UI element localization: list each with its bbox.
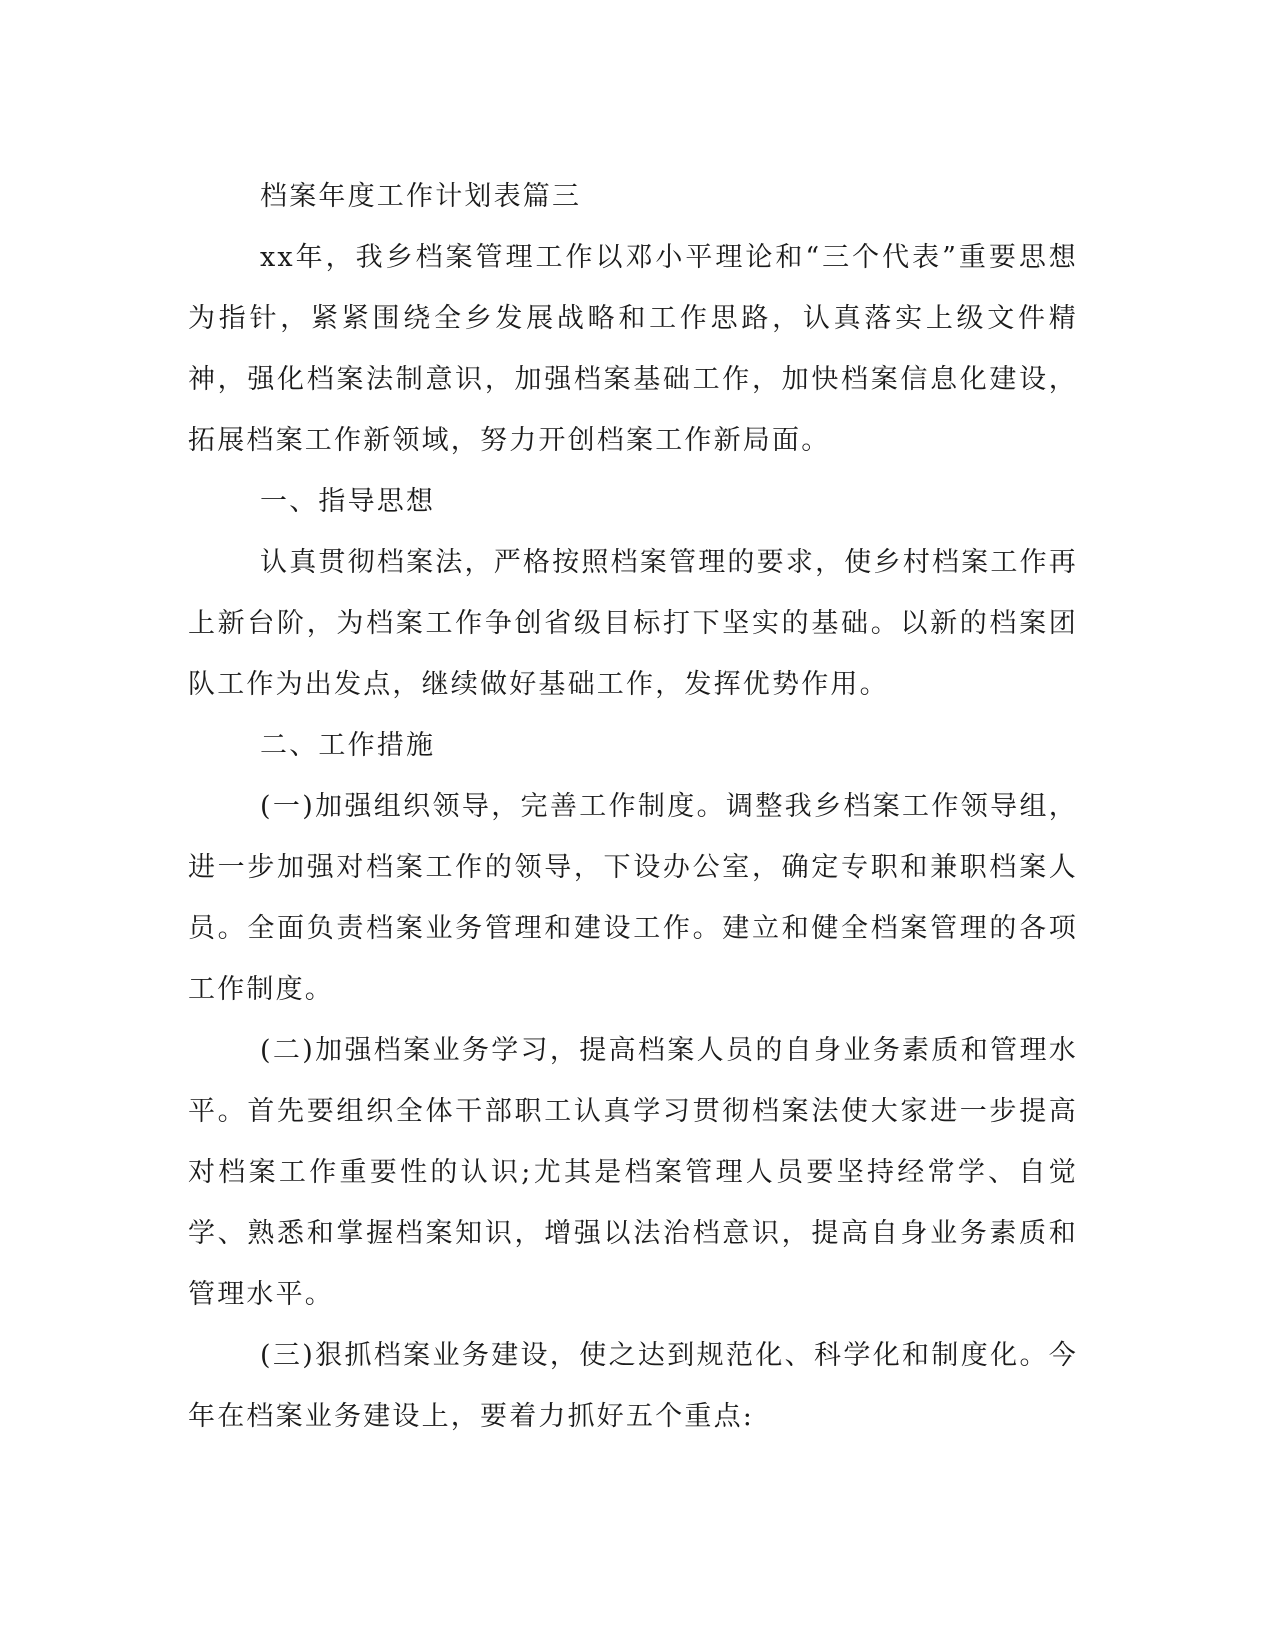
guiding-ideology-paragraph: 认真贯彻档案法，严格按照档案管理的要求，使乡村档案工作再上新台阶，为档案工作争创省级目标打下坚实的基础。以新的档案团队工作为出发点，继续做好基础工作，发挥优势作用。 bbox=[188, 547, 1078, 700]
measure-1-paragraph: (一)加强组织领导，完善工作制度。调整我乡档案工作领导组，进一步加强对档案工作的领导，下设办公室，确定专职和兼职档案人员。全面负责档案业务管理和建设工作。建立和健全档案管理的各项工作制度。 bbox=[188, 791, 1078, 1005]
document-title: 档案年度工作计划表篇三 bbox=[260, 181, 582, 212]
document-page bbox=[188, 166, 1078, 1447]
measure-3-paragraph: (三)狠抓档案业务建设，使之达到规范化、科学化和制度化。今年在档案业务建设上，要着力抓好五个重点: bbox=[188, 1340, 1078, 1432]
section-heading-guiding-ideology: 一、指导思想 bbox=[260, 486, 436, 517]
measure-2-paragraph: (二)加强档案业务学习，提高档案人员的自身业务素质和管理水平。首先要组织全体干部职工认真学习贯彻档案法使大家进一步提高对档案工作重要性的认识;尤其是档案管理人员要坚持经常学、自觉学、熟悉和掌握档案知识，增强以法治档意识，提高自身业务素质和管理水平。 bbox=[188, 1035, 1078, 1310]
intro-paragraph: xx年，我乡档案管理工作以邓小平理论和“三个代表”重要思想为指针，紧紧围绕全乡发展战略和工作思路，认真落实上级文件精神，强化档案法制意识，加强档案基础工作，加快档案信息化建设，拓展档案工作新领域，努力开创档案工作新局面。 bbox=[188, 242, 1078, 456]
section-heading-work-measures: 二、工作措施 bbox=[260, 730, 436, 761]
